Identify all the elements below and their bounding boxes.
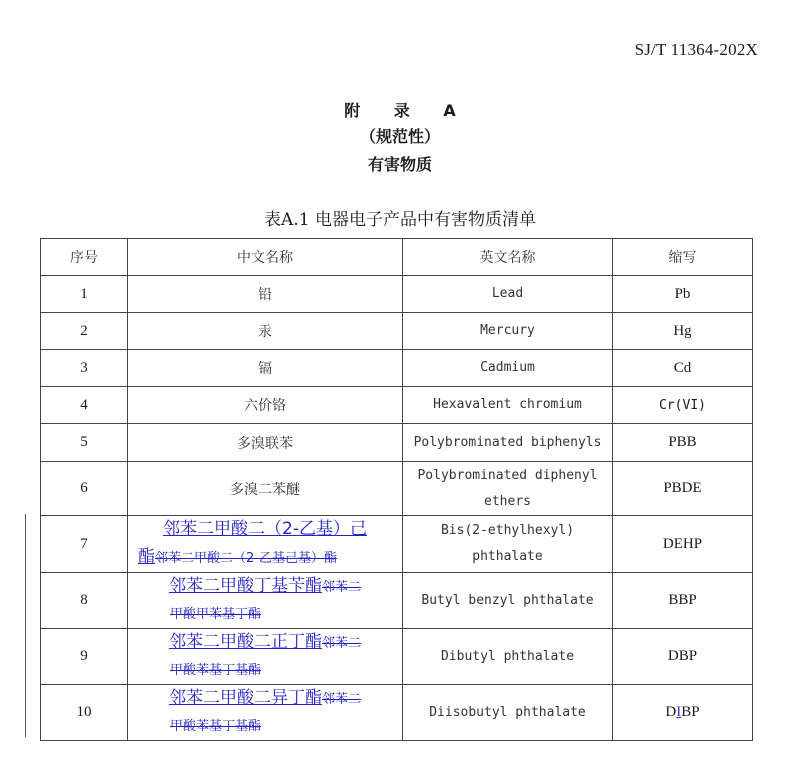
- row-number: 6: [41, 462, 128, 516]
- table-row: [41, 629, 753, 685]
- english-name-line-2: phthalate: [472, 549, 543, 564]
- abbreviation: Cd: [613, 350, 753, 387]
- deleted-text: 邻苯二: [321, 636, 361, 651]
- table-row: [41, 387, 753, 424]
- row-number: 4: [41, 387, 128, 424]
- deleted-text: 甲酸甲苯基丁酯: [170, 607, 262, 622]
- chinese-name: 汞: [128, 313, 403, 350]
- deleted-text: 甲酸苯基丁基酯: [170, 663, 262, 678]
- english-name: [403, 462, 613, 516]
- chinese-name: 多溴联苯: [128, 424, 403, 462]
- english-name: Hexavalent chromium: [403, 387, 613, 424]
- abbreviation: PBDE: [613, 462, 753, 516]
- english-name: [403, 516, 613, 573]
- chinese-name: [128, 685, 403, 741]
- english-name: Dibutyl phthalate: [403, 629, 613, 685]
- english-name: Diisobutyl phthalate: [403, 685, 613, 741]
- english-name: Lead: [403, 276, 613, 313]
- english-name: Mercury: [403, 313, 613, 350]
- hazardous-substances-table: [40, 238, 753, 741]
- abbreviation: Hg: [613, 313, 753, 350]
- inserted-text: 邻苯二甲酸二异丁酯: [168, 688, 322, 708]
- table-row: [41, 573, 753, 629]
- inserted-text: 邻苯二甲酸二（2-乙基）己: [163, 519, 367, 539]
- table-row: [41, 462, 753, 516]
- chinese-name: [128, 573, 403, 629]
- revision-change-bar: [25, 514, 26, 737]
- table-row: [41, 424, 753, 462]
- inserted-text: I: [676, 704, 682, 720]
- inserted-text: 酯: [138, 547, 155, 567]
- table-header-row: [41, 239, 753, 276]
- english-name: Butyl benzyl phthalate: [403, 573, 613, 629]
- english-name: Polybrominated biphenyls: [403, 424, 613, 462]
- annex-title: 附 录 A: [344, 101, 470, 120]
- row-number: 5: [41, 424, 128, 462]
- abbreviation: [613, 685, 753, 741]
- table-row: [41, 516, 753, 573]
- row-number: 10: [41, 685, 128, 741]
- chinese-name: 六价铬: [128, 387, 403, 424]
- english-name-line-2: ethers: [484, 493, 531, 509]
- english-name-line-1: Polybrominated diphenyl: [417, 467, 598, 483]
- chinese-name: 铅: [128, 276, 403, 313]
- table-row: [41, 685, 753, 741]
- deleted-text: 邻苯二甲酸二（2-乙基己基）酯: [155, 551, 337, 566]
- deleted-text: 甲酸苯基丁基酯: [170, 719, 262, 734]
- document-number: SJ/T 11364-202X: [634, 40, 758, 59]
- abbreviation-suffix: BP: [681, 704, 700, 720]
- table-row: [41, 276, 753, 313]
- column-header-number: 序号: [41, 239, 128, 276]
- annex-subject: 有害物质: [367, 155, 432, 174]
- row-number: 7: [41, 516, 128, 573]
- abbreviation-prefix: D: [665, 704, 677, 720]
- table-row: [41, 313, 753, 350]
- abbreviation: Cr(VI): [613, 387, 753, 424]
- inserted-text: 邻苯二甲酸二正丁酯: [168, 632, 322, 652]
- column-header-chinese-name: 中文名称: [128, 239, 403, 276]
- chinese-name: [128, 516, 403, 573]
- row-number: 8: [41, 573, 128, 629]
- column-header-abbreviation: 缩写: [613, 239, 753, 276]
- row-number: 3: [41, 350, 128, 387]
- chinese-name: [128, 629, 403, 685]
- abbreviation: Pb: [613, 276, 753, 313]
- inserted-text: 邻苯二甲酸丁基苄酯: [168, 576, 322, 596]
- abbreviation: DEHP: [613, 516, 753, 573]
- deleted-text: 邻苯二: [321, 580, 361, 595]
- annex-type: （规范性）: [359, 127, 440, 146]
- english-name-line-1: Bis(2-ethylhexyl): [440, 523, 575, 538]
- abbreviation: BBP: [613, 573, 753, 629]
- row-number: 9: [41, 629, 128, 685]
- row-number: 2: [41, 313, 128, 350]
- chinese-name: 多溴二苯醚: [128, 462, 403, 516]
- column-header-english-name: 英文名称: [403, 239, 613, 276]
- table-row: [41, 350, 753, 387]
- chinese-name: 镉: [128, 350, 403, 387]
- abbreviation: DBP: [613, 629, 753, 685]
- abbreviation: PBB: [613, 424, 753, 462]
- row-number: 1: [41, 276, 128, 313]
- english-name: Cadmium: [403, 350, 613, 387]
- table-caption: 表A.1 电器电子产品中有害物质清单: [264, 210, 536, 230]
- deleted-text: 邻苯二: [321, 692, 361, 707]
